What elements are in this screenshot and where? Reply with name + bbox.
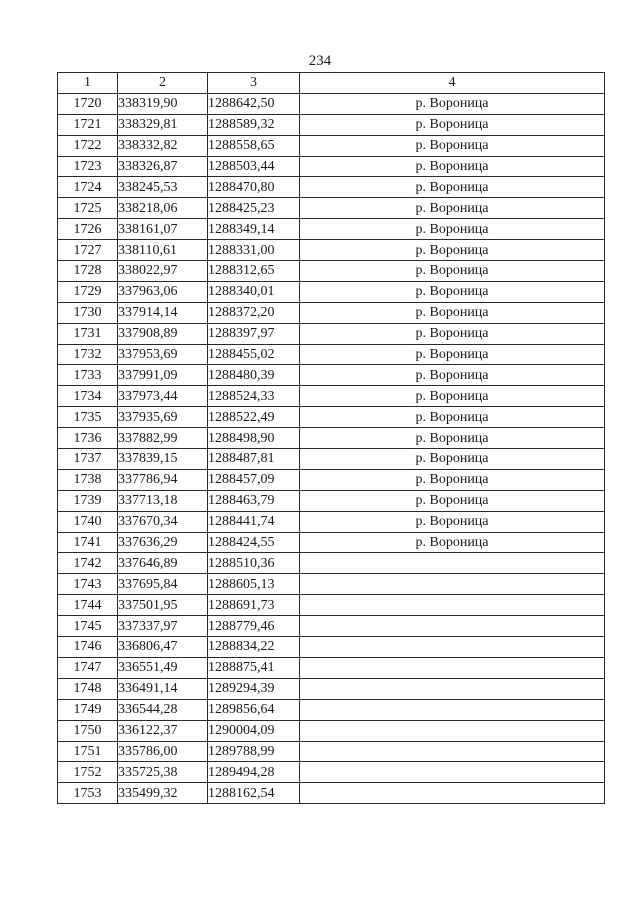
table-row bbox=[58, 219, 605, 240]
table-row bbox=[58, 637, 605, 658]
y-coordinate-cell: 1288480,39 bbox=[208, 365, 300, 386]
table-row bbox=[58, 302, 605, 323]
y-coordinate-cell: 1288397,97 bbox=[208, 323, 300, 344]
point-number-cell: 1742 bbox=[58, 553, 118, 574]
description-cell: р. Вороница bbox=[300, 386, 605, 407]
point-number-cell: 1744 bbox=[58, 595, 118, 616]
x-coordinate-cell: 335725,38 bbox=[118, 762, 208, 783]
description-cell bbox=[300, 762, 605, 783]
table-row bbox=[58, 135, 605, 156]
point-number-cell: 1722 bbox=[58, 135, 118, 156]
x-coordinate-cell: 337935,69 bbox=[118, 407, 208, 428]
description-cell: р. Вороница bbox=[300, 344, 605, 365]
y-coordinate-cell: 1288875,41 bbox=[208, 657, 300, 678]
description-cell bbox=[300, 783, 605, 804]
description-cell: р. Вороница bbox=[300, 302, 605, 323]
point-number-cell: 1749 bbox=[58, 699, 118, 720]
x-coordinate-cell: 337914,14 bbox=[118, 302, 208, 323]
table-row bbox=[58, 261, 605, 282]
x-coordinate-cell: 337646,89 bbox=[118, 553, 208, 574]
point-number-cell: 1746 bbox=[58, 637, 118, 658]
y-coordinate-cell: 1288425,23 bbox=[208, 198, 300, 219]
table-row bbox=[58, 407, 605, 428]
y-coordinate-cell: 1288589,32 bbox=[208, 114, 300, 135]
x-coordinate-cell: 336491,14 bbox=[118, 678, 208, 699]
x-coordinate-cell: 337973,44 bbox=[118, 386, 208, 407]
table-row bbox=[58, 616, 605, 637]
x-coordinate-cell: 338329,81 bbox=[118, 114, 208, 135]
x-coordinate-cell: 337963,06 bbox=[118, 281, 208, 302]
y-coordinate-cell: 1288470,80 bbox=[208, 177, 300, 198]
description-cell: р. Вороница bbox=[300, 281, 605, 302]
x-coordinate-cell: 337786,94 bbox=[118, 469, 208, 490]
y-coordinate-cell: 1288642,50 bbox=[208, 93, 300, 114]
table-row bbox=[58, 365, 605, 386]
table-row bbox=[58, 114, 605, 135]
description-cell bbox=[300, 616, 605, 637]
x-coordinate-cell: 337991,09 bbox=[118, 365, 208, 386]
x-coordinate-cell: 336551,49 bbox=[118, 657, 208, 678]
y-coordinate-cell: 1288463,79 bbox=[208, 490, 300, 511]
description-cell: р. Вороница bbox=[300, 156, 605, 177]
column-header-2: 2 bbox=[118, 73, 208, 94]
point-number-cell: 1724 bbox=[58, 177, 118, 198]
x-coordinate-cell: 337695,84 bbox=[118, 574, 208, 595]
description-cell bbox=[300, 574, 605, 595]
description-cell: р. Вороница bbox=[300, 219, 605, 240]
x-coordinate-cell: 336122,37 bbox=[118, 720, 208, 741]
table-row bbox=[58, 699, 605, 720]
description-cell: р. Вороница bbox=[300, 198, 605, 219]
x-coordinate-cell: 336806,47 bbox=[118, 637, 208, 658]
column-header-1: 1 bbox=[58, 73, 118, 94]
y-coordinate-cell: 1288834,22 bbox=[208, 637, 300, 658]
y-coordinate-cell: 1288503,44 bbox=[208, 156, 300, 177]
table-row bbox=[58, 553, 605, 574]
y-coordinate-cell: 1288487,81 bbox=[208, 449, 300, 470]
table-row bbox=[58, 240, 605, 261]
table-row bbox=[58, 469, 605, 490]
x-coordinate-cell: 337713,18 bbox=[118, 490, 208, 511]
description-cell bbox=[300, 699, 605, 720]
point-number-cell: 1738 bbox=[58, 469, 118, 490]
x-coordinate-cell: 337839,15 bbox=[118, 449, 208, 470]
description-cell bbox=[300, 637, 605, 658]
table-row bbox=[58, 344, 605, 365]
x-coordinate-cell: 338332,82 bbox=[118, 135, 208, 156]
table-row bbox=[58, 720, 605, 741]
y-coordinate-cell: 1288162,54 bbox=[208, 783, 300, 804]
description-cell: р. Вороница bbox=[300, 532, 605, 553]
description-cell: р. Вороница bbox=[300, 449, 605, 470]
point-number-cell: 1727 bbox=[58, 240, 118, 261]
point-number-cell: 1751 bbox=[58, 741, 118, 762]
y-coordinate-cell: 1289294,39 bbox=[208, 678, 300, 699]
point-number-cell: 1720 bbox=[58, 93, 118, 114]
point-number-cell: 1735 bbox=[58, 407, 118, 428]
point-number-cell: 1723 bbox=[58, 156, 118, 177]
x-coordinate-cell: 336544,28 bbox=[118, 699, 208, 720]
point-number-cell: 1725 bbox=[58, 198, 118, 219]
point-number-cell: 1733 bbox=[58, 365, 118, 386]
y-coordinate-cell: 1289788,99 bbox=[208, 741, 300, 762]
table-row bbox=[58, 511, 605, 532]
y-coordinate-cell: 1289856,64 bbox=[208, 699, 300, 720]
point-number-cell: 1732 bbox=[58, 344, 118, 365]
x-coordinate-cell: 335499,32 bbox=[118, 783, 208, 804]
column-header-3: 3 bbox=[208, 73, 300, 94]
point-number-cell: 1740 bbox=[58, 511, 118, 532]
description-cell bbox=[300, 657, 605, 678]
description-cell: р. Вороница bbox=[300, 135, 605, 156]
table-row bbox=[58, 532, 605, 553]
table-row bbox=[58, 741, 605, 762]
x-coordinate-cell: 337501,95 bbox=[118, 595, 208, 616]
y-coordinate-cell: 1288312,65 bbox=[208, 261, 300, 282]
coordinates-table bbox=[57, 72, 605, 804]
x-coordinate-cell: 338319,90 bbox=[118, 93, 208, 114]
table-row bbox=[58, 678, 605, 699]
y-coordinate-cell: 1288372,20 bbox=[208, 302, 300, 323]
description-cell bbox=[300, 741, 605, 762]
table-row bbox=[58, 281, 605, 302]
point-number-cell: 1728 bbox=[58, 261, 118, 282]
column-header-4: 4 bbox=[300, 73, 605, 94]
description-cell: р. Вороница bbox=[300, 240, 605, 261]
y-coordinate-cell: 1288779,46 bbox=[208, 616, 300, 637]
x-coordinate-cell: 338110,61 bbox=[118, 240, 208, 261]
description-cell: р. Вороница bbox=[300, 490, 605, 511]
point-number-cell: 1747 bbox=[58, 657, 118, 678]
description-cell: р. Вороница bbox=[300, 261, 605, 282]
page-number: 234 bbox=[308, 53, 332, 69]
table-row bbox=[58, 386, 605, 407]
point-number-cell: 1736 bbox=[58, 428, 118, 449]
table-body bbox=[58, 93, 605, 803]
y-coordinate-cell: 1288457,09 bbox=[208, 469, 300, 490]
description-cell: р. Вороница bbox=[300, 511, 605, 532]
table-row bbox=[58, 574, 605, 595]
y-coordinate-cell: 1288331,00 bbox=[208, 240, 300, 261]
table-row bbox=[58, 490, 605, 511]
description-cell: р. Вороница bbox=[300, 323, 605, 344]
table-row bbox=[58, 762, 605, 783]
description-cell: р. Вороница bbox=[300, 428, 605, 449]
description-cell bbox=[300, 678, 605, 699]
point-number-cell: 1726 bbox=[58, 219, 118, 240]
x-coordinate-cell: 335786,00 bbox=[118, 741, 208, 762]
point-number-cell: 1752 bbox=[58, 762, 118, 783]
y-coordinate-cell: 1288441,74 bbox=[208, 511, 300, 532]
x-coordinate-cell: 337882,99 bbox=[118, 428, 208, 449]
point-number-cell: 1750 bbox=[58, 720, 118, 741]
point-number-cell: 1743 bbox=[58, 574, 118, 595]
description-cell: р. Вороница bbox=[300, 177, 605, 198]
y-coordinate-cell: 1288340,01 bbox=[208, 281, 300, 302]
x-coordinate-cell: 337953,69 bbox=[118, 344, 208, 365]
y-coordinate-cell: 1289494,28 bbox=[208, 762, 300, 783]
table-row bbox=[58, 428, 605, 449]
y-coordinate-cell: 1288524,33 bbox=[208, 386, 300, 407]
point-number-cell: 1748 bbox=[58, 678, 118, 699]
description-cell: р. Вороница bbox=[300, 114, 605, 135]
y-coordinate-cell: 1288522,49 bbox=[208, 407, 300, 428]
description-cell bbox=[300, 720, 605, 741]
x-coordinate-cell: 338245,53 bbox=[118, 177, 208, 198]
y-coordinate-cell: 1288605,13 bbox=[208, 574, 300, 595]
point-number-cell: 1753 bbox=[58, 783, 118, 804]
description-cell bbox=[300, 595, 605, 616]
table-row bbox=[58, 783, 605, 804]
y-coordinate-cell: 1288349,14 bbox=[208, 219, 300, 240]
table-row bbox=[58, 156, 605, 177]
y-coordinate-cell: 1288424,55 bbox=[208, 532, 300, 553]
table-row bbox=[58, 449, 605, 470]
point-number-cell: 1729 bbox=[58, 281, 118, 302]
y-coordinate-cell: 1288455,02 bbox=[208, 344, 300, 365]
x-coordinate-cell: 338326,87 bbox=[118, 156, 208, 177]
y-coordinate-cell: 1288558,65 bbox=[208, 135, 300, 156]
x-coordinate-cell: 338161,07 bbox=[118, 219, 208, 240]
y-coordinate-cell: 1288498,90 bbox=[208, 428, 300, 449]
y-coordinate-cell: 1288510,36 bbox=[208, 553, 300, 574]
description-cell: р. Вороница bbox=[300, 365, 605, 386]
point-number-cell: 1739 bbox=[58, 490, 118, 511]
point-number-cell: 1731 bbox=[58, 323, 118, 344]
table-row bbox=[58, 595, 605, 616]
y-coordinate-cell: 1290004,09 bbox=[208, 720, 300, 741]
description-cell bbox=[300, 553, 605, 574]
x-coordinate-cell: 337908,89 bbox=[118, 323, 208, 344]
table-row bbox=[58, 657, 605, 678]
point-number-cell: 1737 bbox=[58, 449, 118, 470]
table-header-row bbox=[58, 73, 605, 94]
point-number-cell: 1734 bbox=[58, 386, 118, 407]
x-coordinate-cell: 337670,34 bbox=[118, 511, 208, 532]
x-coordinate-cell: 338022,97 bbox=[118, 261, 208, 282]
table-row bbox=[58, 198, 605, 219]
y-coordinate-cell: 1288691,73 bbox=[208, 595, 300, 616]
point-number-cell: 1745 bbox=[58, 616, 118, 637]
x-coordinate-cell: 337636,29 bbox=[118, 532, 208, 553]
description-cell: р. Вороница bbox=[300, 407, 605, 428]
x-coordinate-cell: 337337,97 bbox=[118, 616, 208, 637]
point-number-cell: 1741 bbox=[58, 532, 118, 553]
table-row bbox=[58, 93, 605, 114]
point-number-cell: 1730 bbox=[58, 302, 118, 323]
point-number-cell: 1721 bbox=[58, 114, 118, 135]
description-cell: р. Вороница bbox=[300, 93, 605, 114]
description-cell: р. Вороница bbox=[300, 469, 605, 490]
table-row bbox=[58, 177, 605, 198]
table-row bbox=[58, 323, 605, 344]
x-coordinate-cell: 338218,06 bbox=[118, 198, 208, 219]
